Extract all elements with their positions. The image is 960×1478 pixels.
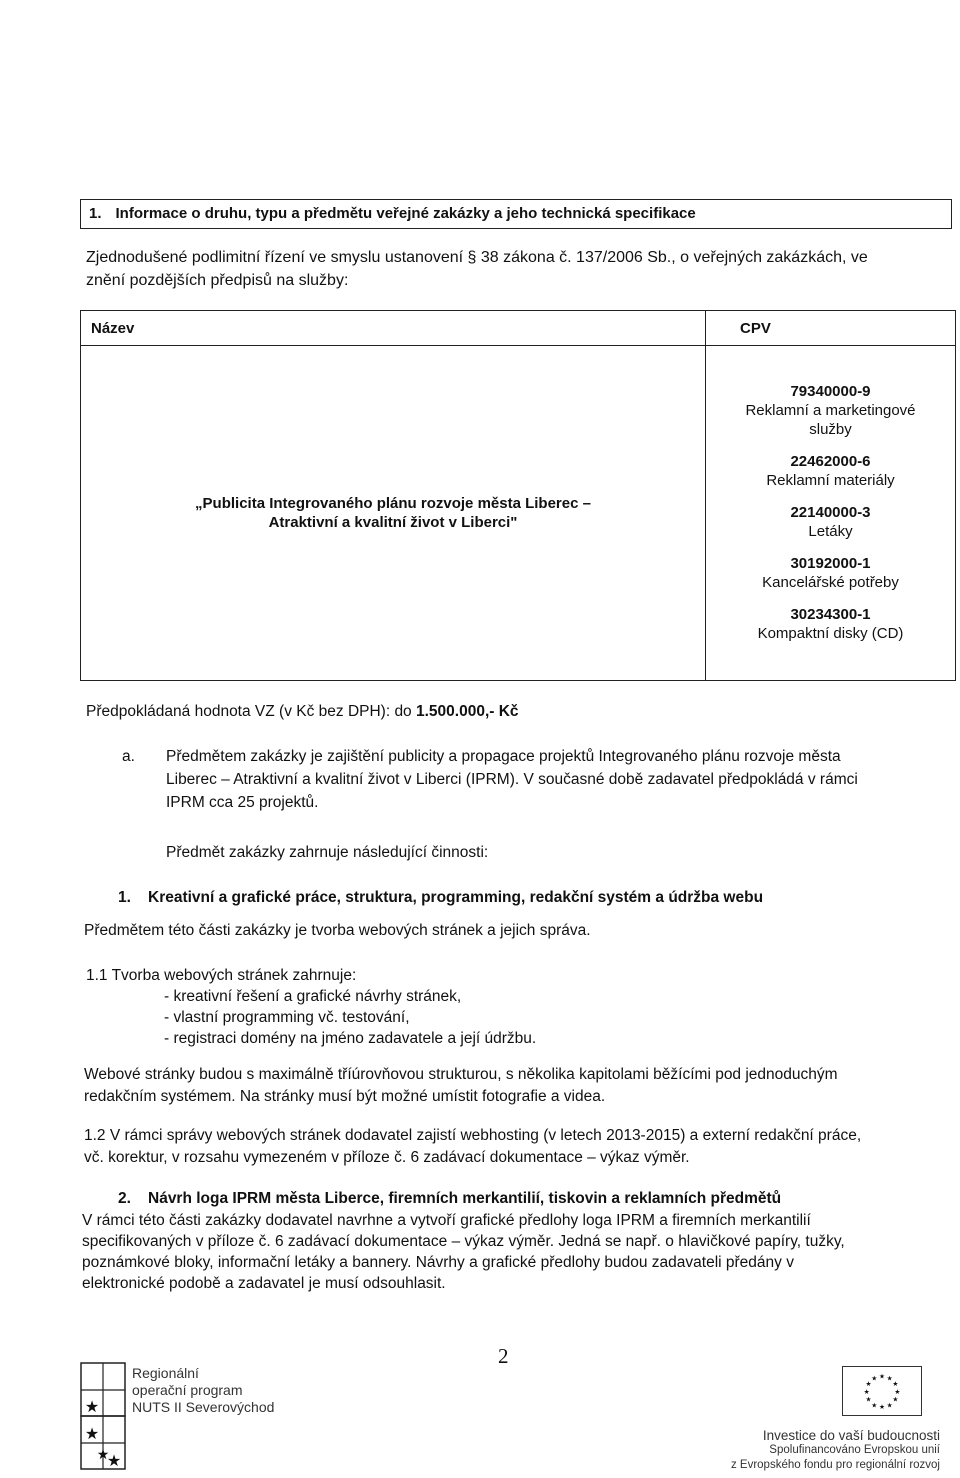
cpv-label: Reklamní a marketingové služby <box>745 401 916 438</box>
subsection-1-1-title: 1.1 Tvorba webových stránek zahrnuje: <box>86 967 357 984</box>
cpv-entry <box>706 605 955 643</box>
cpv-label: Letáky <box>808 522 853 540</box>
cpv-label: Kancelářské potřeby <box>762 573 899 591</box>
part-1-number: 1. <box>118 889 131 906</box>
part-2-number: 2. <box>118 1190 131 1207</box>
part-2-title: Návrh loga IPRM města Liberce, firemních merkantilií, tiskovin a reklamních předmětů <box>148 1190 782 1207</box>
eu-line-2: Spolufinancováno Evropskou unií <box>769 1444 940 1456</box>
rop-line-3: NUTS II Severovýchod <box>132 1399 275 1415</box>
intro-paragraph <box>86 246 946 292</box>
paragraph-a-line-3: IPRM cca 25 projektů. <box>166 794 319 811</box>
contract-name-line-1: „Publicita Integrovaného plánu rozvoje města Liberec – <box>195 495 591 512</box>
part-2-line-4: elektronické podobě a zadavatel je musí odsouhlasit. <box>82 1275 446 1292</box>
contract-name-line-2: Atraktivní a kvalitní život v Liberci" <box>268 514 518 531</box>
cpv-entry <box>706 503 955 541</box>
cpv-codes-cell <box>706 346 956 681</box>
rop-line-1: Regionální <box>132 1365 199 1381</box>
list-item: - vlastní programming vč. testování, <box>164 1007 536 1028</box>
table-header-row <box>81 311 956 346</box>
table-row <box>81 346 956 681</box>
cpv-code: 30192000-1 <box>790 554 871 572</box>
svg-text:★: ★ <box>863 1387 870 1396</box>
cpv-code: 22140000-3 <box>790 503 871 521</box>
part-2-line-3: poznámkové bloky, informační letáky a bannery. Návrhy a grafické předlohy budou zadavateli předány v <box>82 1254 794 1271</box>
cpv-label: Kompaktní disky (CD) <box>757 624 904 642</box>
web-line-2: redakčním systémem. Na stránky musí být možné umístit fotografie a videa. <box>84 1088 606 1105</box>
web-line-1: Webové stránky budou s maximálně tříúrovňovou strukturou, s několika kapitolami běžícími pod jednoduchým <box>84 1066 838 1083</box>
estimated-value <box>86 703 519 721</box>
part-1-text: Předmětem této části zakázky je tvorba webových stránek a jejich správa. <box>84 922 591 939</box>
cpv-table <box>80 310 956 681</box>
svg-text:★: ★ <box>84 1397 100 1416</box>
part-2-paragraph <box>82 1210 942 1294</box>
part-1-heading <box>118 889 763 907</box>
svg-text:★: ★ <box>892 1380 899 1389</box>
section-header <box>80 199 952 229</box>
part-2-line-1: V rámci této části zakázky dodavatel navrhne a vytvoří grafické předlohy loga IPRM a firemních merkantilií <box>82 1212 811 1229</box>
cpv-entry <box>706 554 955 592</box>
rop-logo <box>80 1362 300 1472</box>
eu-text <box>731 1428 940 1473</box>
rop-stars-grid-icon <box>80 1362 126 1470</box>
activities-intro: Předmět zakázky zahrnuje následující činnosti: <box>166 844 489 861</box>
svg-text:★: ★ <box>878 1403 886 1412</box>
contract-name-cell <box>81 346 706 681</box>
svg-text:★: ★ <box>84 1424 100 1443</box>
section-number: 1. <box>89 205 102 222</box>
subsection-1-1-list <box>86 986 536 1049</box>
svg-text:★: ★ <box>894 1387 901 1396</box>
paragraph-a-line-1: Předmětem zakázky je zajištění publicity a propagace projektů Integrovaného plánu rozvoje města <box>166 748 841 765</box>
paragraph-a-marker: a. <box>122 748 135 765</box>
svg-text:★: ★ <box>886 1374 893 1383</box>
cpv-code: 79340000-9 <box>790 382 871 400</box>
cpv-entry <box>706 382 955 439</box>
subsection-1-2 <box>84 1125 954 1169</box>
estimated-value-amount: 1.500.000,- Kč <box>416 703 519 720</box>
cpv-code: 30234300-1 <box>790 605 871 623</box>
section-title: Informace o druhu, typu a předmětu veřejné zakázky a jeho technická specifikace <box>115 205 696 222</box>
intro-line-2: znění pozdějších předpisů na služby: <box>86 272 349 289</box>
subsection-1-2-line-2: vč. korektur, v rozsahu vymezeném v příloze č. 6 zadávací dokumentace – výkaz výměr. <box>84 1149 690 1166</box>
column-header-cpv: CPV <box>706 311 956 346</box>
svg-text:★: ★ <box>106 1451 122 1470</box>
column-header-name: Název <box>81 311 706 346</box>
part-2-line-2: specifikovaných v příloze č. 6 zadávací dokumentace – výkaz výměr. Jedná se např. o hlavičkové papíry, tužky, <box>82 1233 845 1250</box>
svg-text:★: ★ <box>878 1372 886 1381</box>
subsection-1-2-line-1: 1.2 V rámci správy webových stránek dodavatel zajistí webhosting (v letech 2013-2015) a externí redakční práce, <box>84 1127 862 1144</box>
list-item: - registraci domény na jméno zadavatele a její údržbu. <box>164 1028 536 1049</box>
part-2-heading <box>118 1190 781 1208</box>
eu-line-1: Investice do vaší budoucnosti <box>762 1428 940 1443</box>
rop-line-2: operační program <box>132 1382 243 1398</box>
eu-logo <box>700 1366 950 1476</box>
svg-text:★: ★ <box>886 1401 893 1410</box>
list-item: - kreativní řešení a grafické návrhy stránek, <box>164 986 536 1007</box>
svg-text:★: ★ <box>871 1401 878 1410</box>
cpv-label: Reklamní materiály <box>766 471 895 489</box>
part-1-title: Kreativní a grafické práce, struktura, programming, redakční systém a údržba webu <box>148 889 764 906</box>
svg-text:★: ★ <box>865 1395 872 1404</box>
rop-logo-text <box>132 1365 274 1416</box>
paragraph-a <box>122 745 942 814</box>
page-number: 2 <box>498 1344 509 1368</box>
eu-line-3: z Evropského fondu pro regionální rozvoj <box>730 1459 940 1471</box>
svg-text:★: ★ <box>871 1374 878 1383</box>
cpv-code: 22462000-6 <box>790 452 871 470</box>
intro-line-1: Zjednodušené podlimitní řízení ve smyslu ustanovení § 38 zákona č. 137/2006 Sb., o veřejných zakázkách, ve <box>86 249 868 266</box>
estimated-value-label: Předpokládaná hodnota VZ (v Kč bez DPH): do <box>86 703 412 720</box>
svg-text:★: ★ <box>865 1380 872 1389</box>
web-structure-paragraph <box>84 1064 954 1108</box>
subsection-1-1 <box>86 965 536 1049</box>
svg-text:★: ★ <box>892 1395 899 1404</box>
eu-flag-icon <box>842 1366 922 1416</box>
svg-text:★: ★ <box>96 1447 110 1463</box>
paragraph-a-line-2: Liberec – Atraktivní a kvalitní život v Liberci (IPRM). V současné době zadavatel předpokládá v rámci <box>166 771 858 788</box>
cpv-entry <box>706 452 955 490</box>
